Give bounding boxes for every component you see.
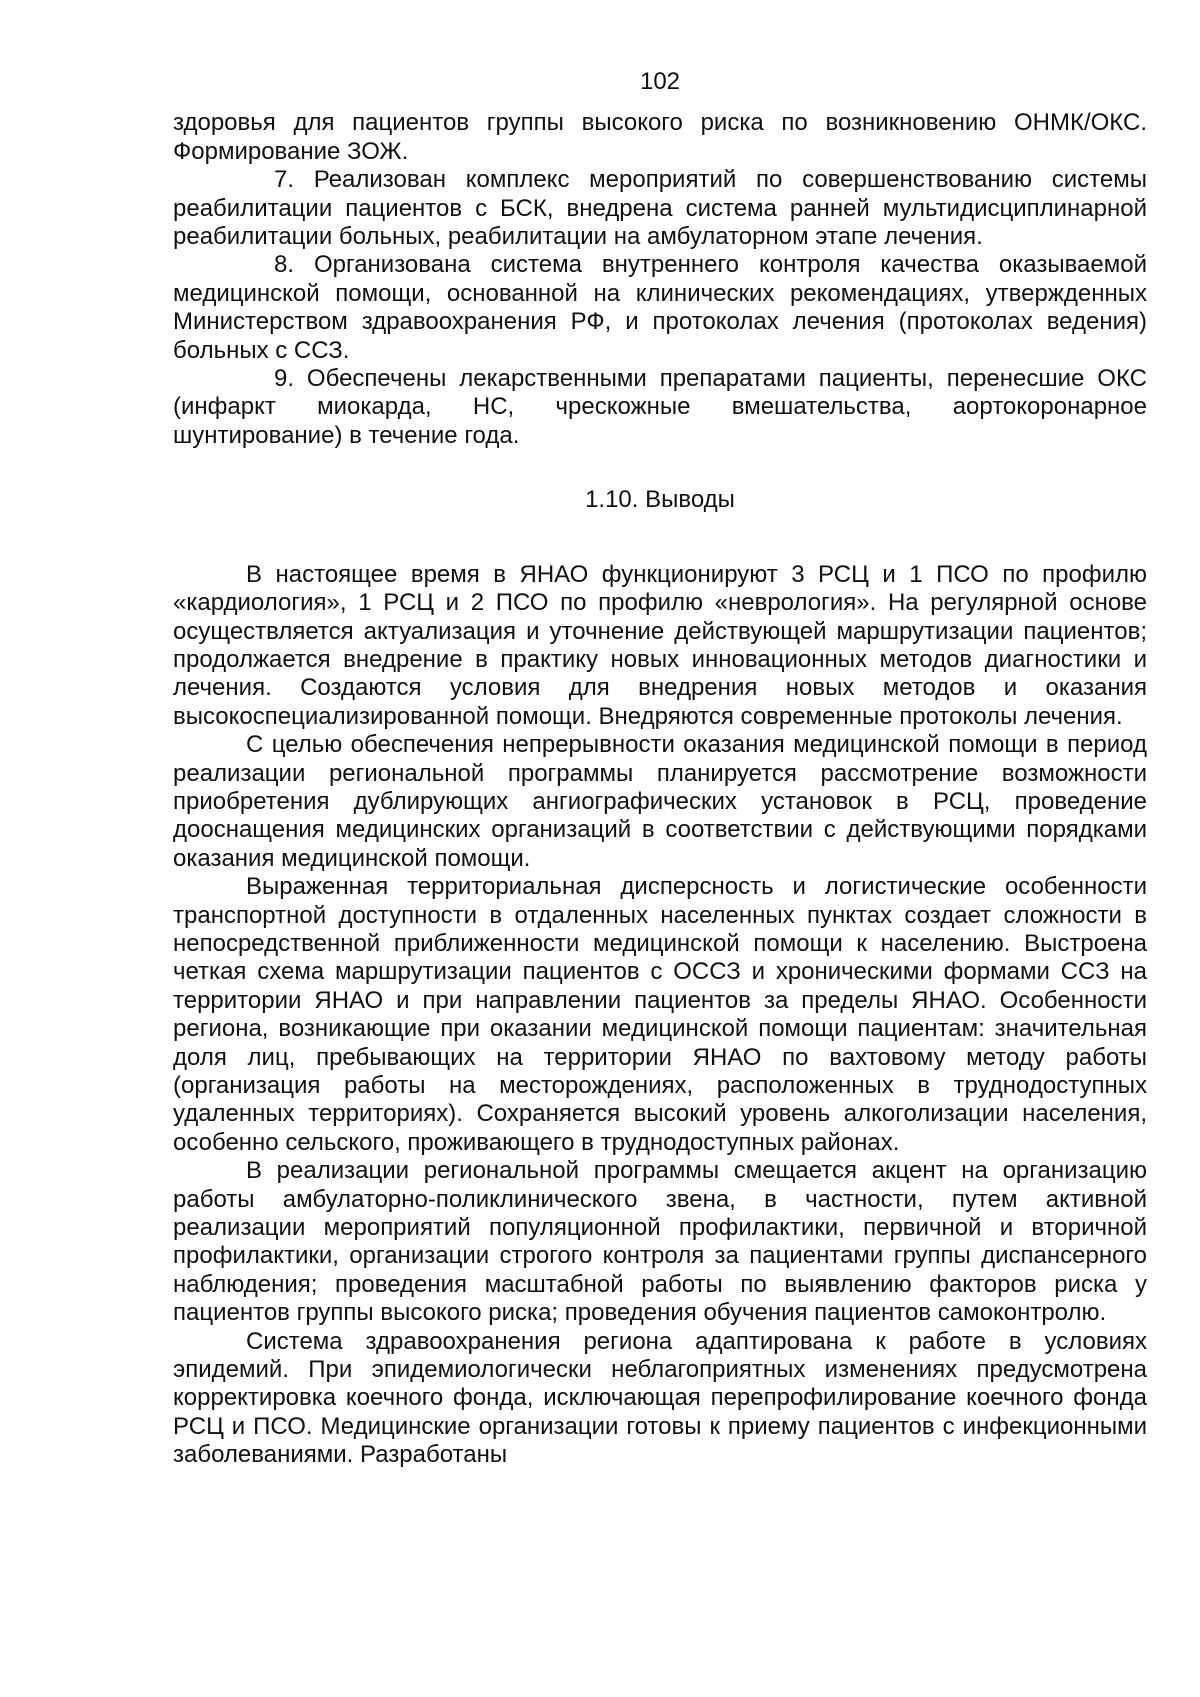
- list-item: 8. Организована система внутреннего контроля качества оказываемой медицинской помощи, основанной на клинических рекомендациях, утвержденных Министерством здравоохранения РФ, и протоколах лечения (протоколах ведения) больных с ССЗ.: [173, 251, 1147, 364]
- list-item: 7. Реализован комплекс мероприятий по совершенствованию системы реабилитации пациентов с БСК, внедрена система ранней мультидисциплинарной реабилитации больных, реабилитации на амбулаторном этапе лечения.: [173, 166, 1147, 251]
- list-item: 9. Обеспечены лекарственными препаратами пациенты, перенесшие ОКС (инфаркт миокарда, НС, чрескожные вмешательства, аортокоронарное шунтирование) в течение года.: [173, 365, 1147, 449]
- document-page: [173, 68, 1147, 1470]
- section-title: 1.10. Выводы: [585, 486, 735, 514]
- paragraph: Система здравоохранения региона адаптирована к работе в условиях эпидемий. При эпидемиологически неблагоприятных изменениях предусмотрена корректировка коечного фонда, исключающая перепрофилирование коечного фонда РСЦ и ПСО. Медицинские организации готовы к приему пациентов с инфекционными заболеваниями. Разработаны: [173, 1327, 1147, 1469]
- paragraph: В настоящее время в ЯНАО функционируют 3 РСЦ и 1 ПСО по профилю «кардиология», 1 РСЦ и 2 ПСО по профилю «неврология». На регулярной основе осуществляется актуализация и уточнение действующей маршрутизации пациентов; продолжается внедрение в практику новых инновационных методов диагностики и лечения. Создаются условия для внедрения новых методов и оказания высокоспециализированной помощи. Внедряются современные протоколы лечения.: [173, 560, 1147, 730]
- paragraph: Выраженная территориальная дисперсность и логистические особенности транспортной доступности в отдаленных населенных пунктах создает сложности в непосредственной приближенности медицинской помощи к населению. Выстроена четкая схема маршрутизации пациентов с ОССЗ и хроническими формами ССЗ на территории ЯНАО и при направлении пациентов за пределы ЯНАО. Особенности региона, возникающие при оказании медицинской помощи пациентам: значительная доля лиц, пребывающих на территории ЯНАО по вахтовому методу работы (организация работы на месторождениях, расположенных в труднодоступных удаленных территориях). Сохраняется высокий уровень алкоголизации населения, особенно сельского, проживающего в труднодоступных районах.: [173, 873, 1147, 1156]
- paragraph: В реализации региональной программы смещается акцент на организацию работы амбулаторно-поликлинического звена, в частности, путем активной реализации мероприятий популяционной профилактики, первичной и вторичной профилактики, организации строгого контроля за пациентами группы диспансерного наблюдения; проведения масштабной работы по выявлению факторов риска у пациентов группы высокого риска; проведения обучения пациентов самоконтролю.: [173, 1157, 1147, 1327]
- paragraph: здоровья для пациентов группы высокого риска по возникновению ОНМК/ОКС. Формирование ЗОЖ.: [173, 109, 1147, 165]
- page-number: 102: [639, 68, 681, 95]
- paragraph: С целью обеспечения непрерывности оказания медицинской помощи в период реализации региональной программы планируется рассмотрение возможности приобретения дублирующих ангиографических установок в РСЦ, проведение дооснащения медицинских организаций в соответствии с действующими порядками оказания медицинской помощи.: [173, 731, 1147, 872]
